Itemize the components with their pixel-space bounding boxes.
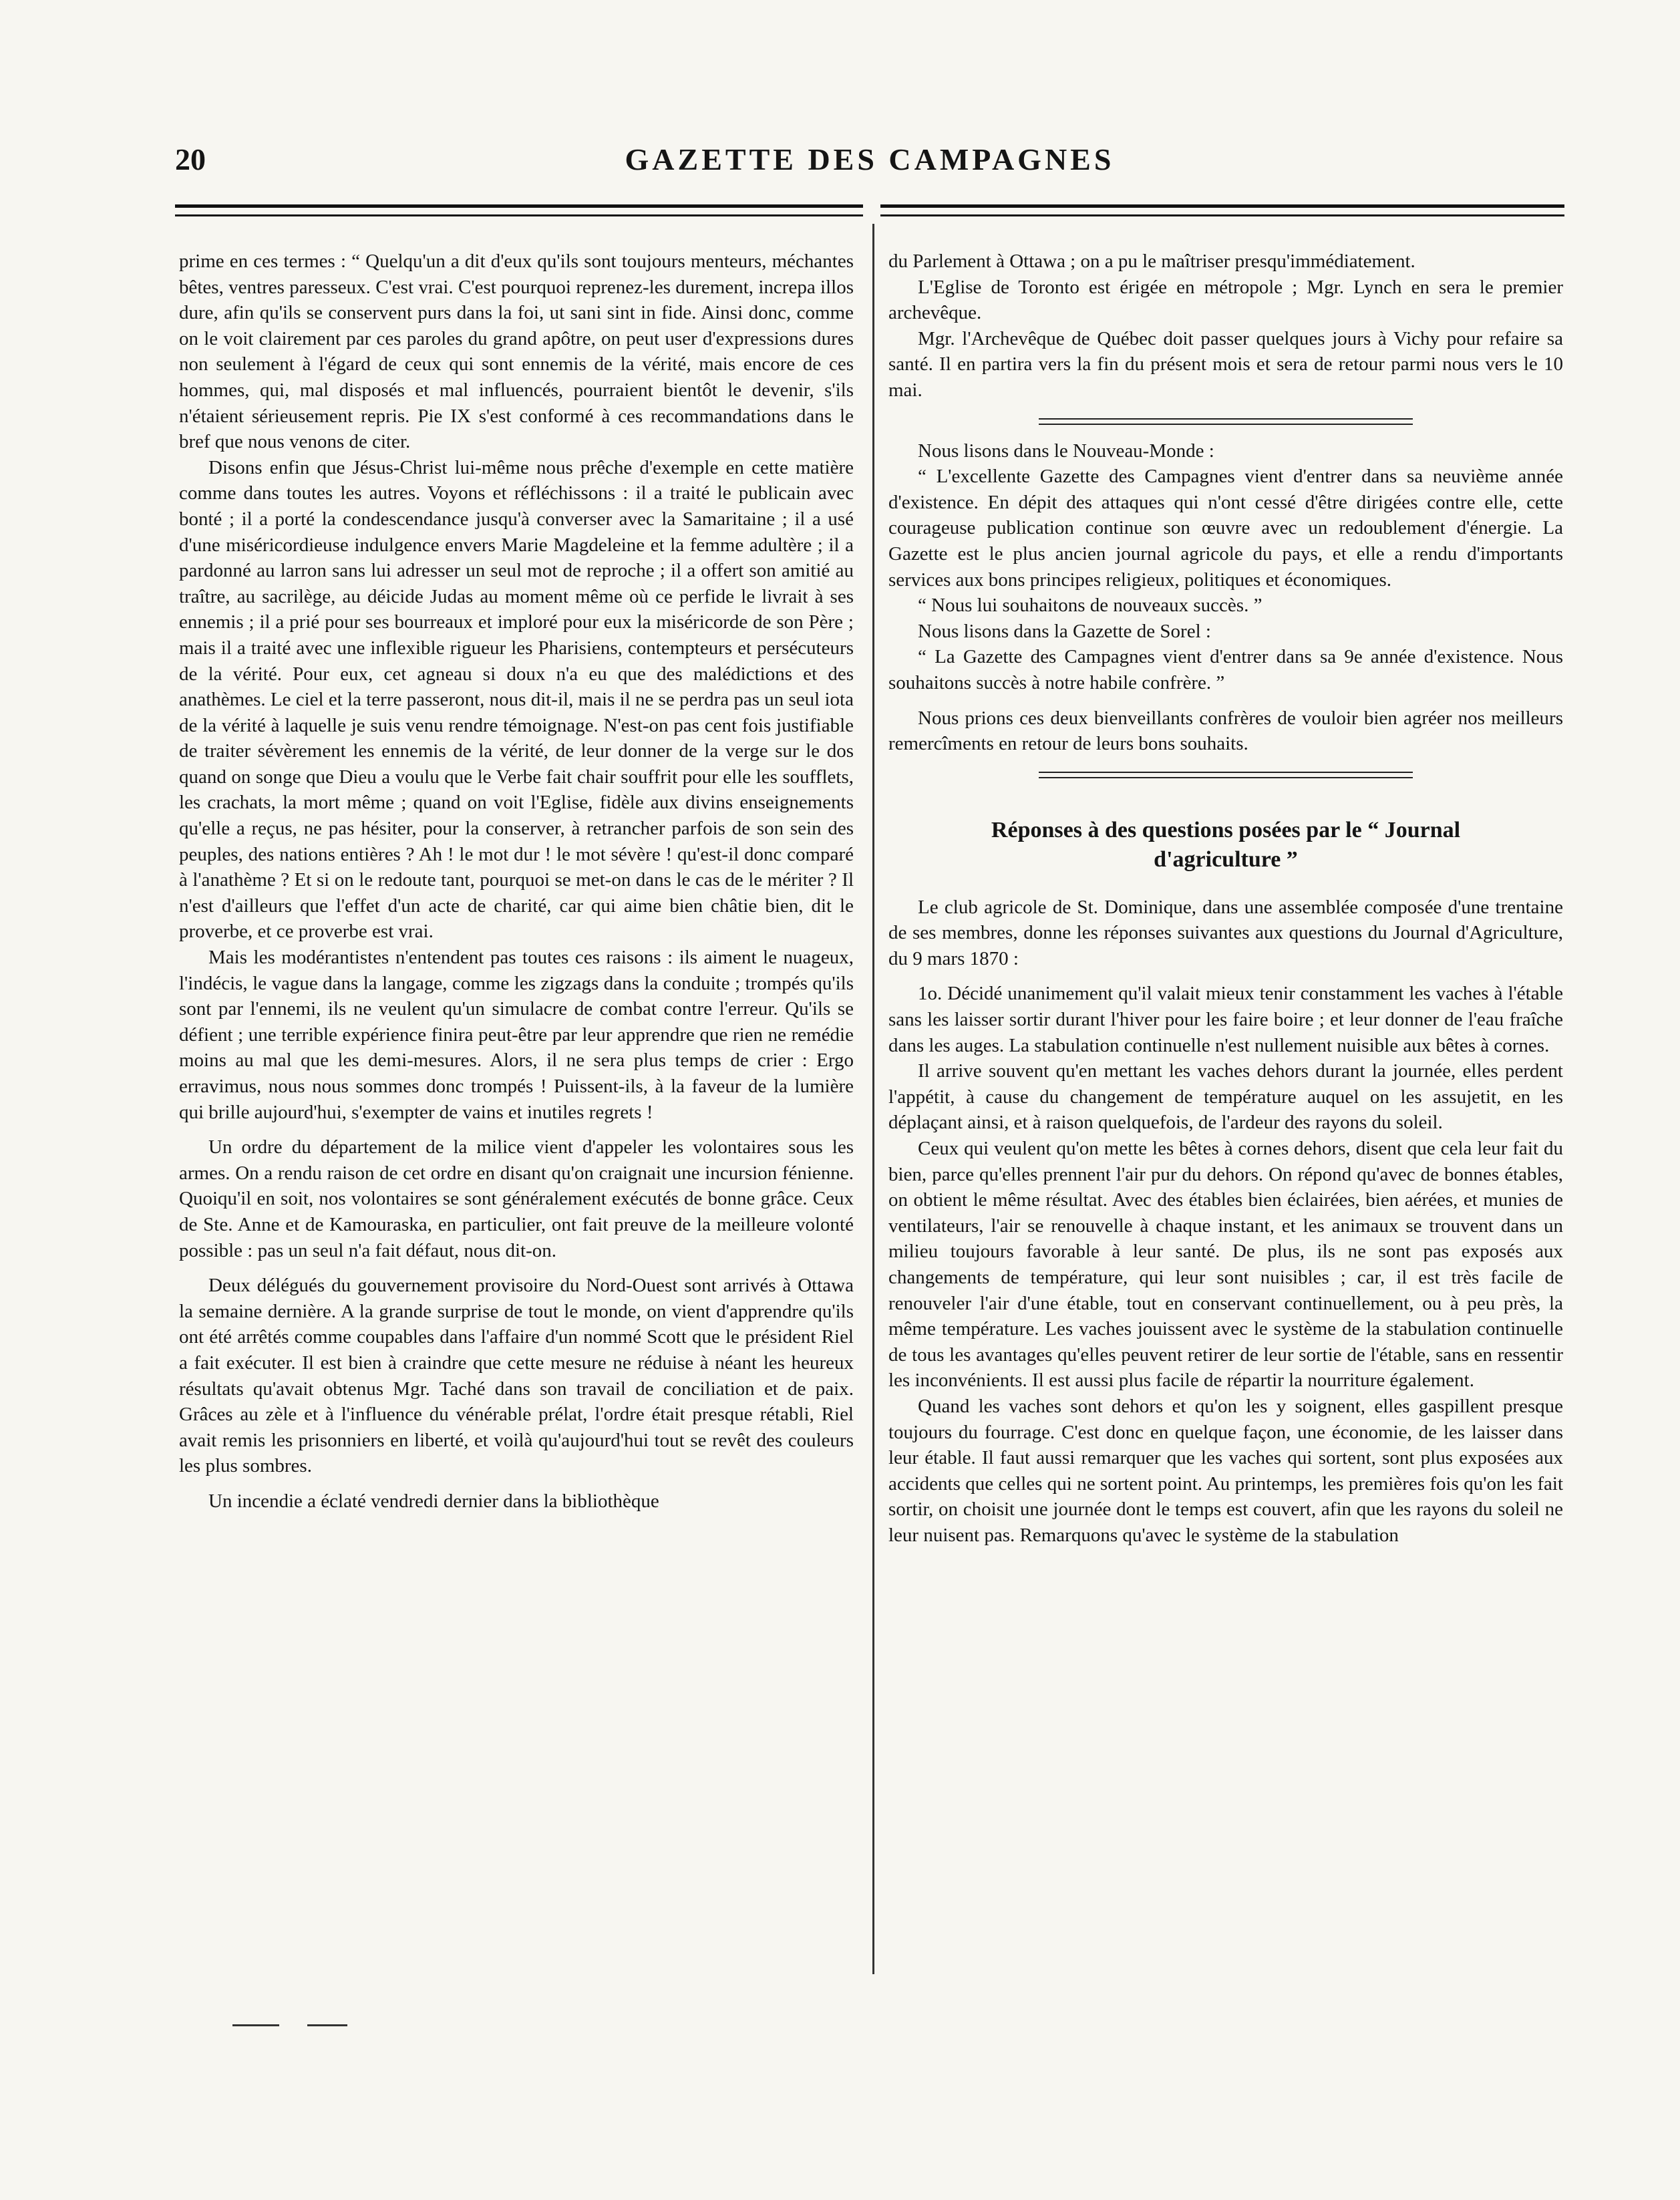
paragraph: du Parlement à Ottawa ; on a pu le maîtriser presqu'immédiatement. — [888, 251, 1415, 272]
header-rule-left — [175, 204, 863, 216]
paragraph: Un ordre du département de la milice vient d'appeler les volontaires sous les armes. On a rendu raison de cet ordre en disant qu'on craignait une incursion fénienne. Quoiqu'il en soit, nos volontaires se sont généralement exécutés de bonne grâce. Ceux de Ste. Anne et de Kamouraska, en particulier, ont fait preuve de la meilleure volonté possible : pas un seul n'a fait défaut, nous dit-on. — [179, 1136, 854, 1261]
paragraph: Un incendie a éclaté vendredi dernier dans la bibliothèque — [208, 1490, 659, 1512]
paragraph: Nous lisons dans la Gazette de Sorel : — [918, 620, 1211, 642]
page-number: 20 — [175, 142, 206, 176]
section-title-line: d'agriculture ” — [1154, 846, 1298, 872]
paragraph: Nous lisons dans le Nouveau-Monde : — [918, 440, 1214, 462]
paragraph: “ La Gazette des Campagnes vient d'entrer dans sa 9e année d'existence. Nous souhaitons succès à notre habile confrère. ” — [888, 646, 1563, 693]
section-title-line: Réponses à des questions posées par le “ Journal — [991, 817, 1461, 842]
section-rule — [1039, 772, 1413, 778]
right-column — [888, 249, 1563, 1549]
paragraph: Il arrive souvent qu'en mettant les vaches dehors durant la journée, elles perdent l'appétit, à cause du changement de température auquel on les assujetit, en les déplaçant ainsi, et à raison quelquefois, de l'ardeur des rayons du soleil. — [888, 1060, 1563, 1134]
paragraph: Mgr. l'Archevêque de Québec doit passer quelques jours à Vichy pour refaire sa santé. Il en partira vers la fin du présent mois et sera de retour parmi nous vers le 10 mai. — [888, 327, 1563, 401]
paragraph: Nous prions ces deux bienveillants confrères de vouloir bien agréer nos meilleurs remercîments en retour de leurs bons souhaits. — [888, 707, 1563, 755]
header-rule-right — [880, 204, 1564, 216]
paragraph: Deux délégués du gouvernement provisoire du Nord-Ouest sont arrivés à Ottawa la semaine dernière. A la grande surprise de tout le monde, on vient d'apprendre qu'ils ont été arrêtés comme coupables dans l'affaire d'un nommé Scott que le président Riel a fait exécuter. Il est bien à craindre que cette mesure ne réduise à néant les heureux résultats qu'avait obtenus Mgr. Taché dans son travail de conciliation et de paix. Grâces au zèle et à l'influence du vénérable prélat, l'ordre était presque rétabli, Riel avait remis les prisonniers en liberté, et voilà qu'aujourd'hui tout se revêt des couleurs les plus sombres. — [179, 1275, 854, 1477]
paragraph: “ Nous lui souhaitons de nouveaux succès. ” — [918, 595, 1263, 617]
page-header — [175, 142, 1564, 188]
section-title — [888, 816, 1563, 875]
paragraph: Le club agricole de St. Dominique, dans une assemblée composée d'une trentaine de ses membres, donne les réponses suivantes aux questions du Journal d'Agriculture, du 9 mars 1870 : — [888, 896, 1563, 969]
short-rule — [1039, 418, 1413, 425]
footer-mark — [307, 2024, 347, 2026]
journal-title: GAZETTE DES CAMPAGNES — [625, 142, 1115, 176]
left-column — [179, 249, 854, 1515]
paragraph: “ L'excellente Gazette des Campagnes vient d'entrer dans sa neuvième année d'existence. En dépit des attaques qui n'ont cessé d'être dirigées contre elle, cette courageuse publication continue son œuvre avec un redoublement d'énergie. La Gazette est le plus ancien journal agricole du pays, et elle a rendu d'importants services aux bons principes religieux, politiques et économiques. — [888, 466, 1563, 591]
paragraph: Ceux qui veulent qu'on mette les bêtes à cornes dehors, disent que cela leur fait du bien, parce qu'elles prennent l'air pur du dehors. On répond qu'avec de bonnes étables, on obtient le même résultat. Avec des étables bien éclairées, bien aérées, et munies de ventilateurs, l'air se renouvelle à chaque instant, et les animaux se trouvent dans un milieu toujours favorable à leur santé. De plus, ils ne sont pas exposés aux changements de température, qui leur sont nuisibles ; car, il est très facile de renouveler l'air d'une étable, tout en conservant continuellement, ou à peu près, la même température. Les vaches jouissent avec le système de la stabulation continuelle de tous les avantages qu'elles peuvent retirer de leur sortie de l'étable, sans en ressentir les inconvénients. Il est aussi plus facile de répartir la nourriture également. — [888, 1138, 1563, 1392]
paragraph: Disons enfin que Jésus-Christ lui-même nous prêche d'exemple en cette matière comme dans toutes les autres. Voyons et réfléchissons : il a traité le publicain avec bonté ; il a porté la condescendance jusqu'à converser avec la Samaritaine ; il a usé d'une miséricordieuse indulgence envers Marie Magdeleine et la femme adultère ; il a pardonné au larron sans lui adresser un seul mot de reproche ; il a offert son amitié au traître, au sacrilège, au déicide Judas au moment même où ce perfide le livrait à ses ennemis ; il a prié pour ses bourreaux et imploré pour eux la miséricorde de son Père ; mais il a traité avec une inflexible rigueur les Pharisiens, contempteurs et persécuteurs de la vérité. Pour eux, cet agneau si doux n'a eu que des malédictions et des anathèmes. Le ciel et la terre passeront, nous dit-il, mais il ne se perdra pas un seul iota de la vérité à laquelle je suis venu rendre témoignage. N'est-on pas cent fois justifiable de traiter sévèrement les ennemis de la vérité, de leur donner de la verge sur le dos quand on songe que Dieu a voulu que le Verbe fait chair souffrit pour elle les soufflets, les crachats, la mort même ; quand on voit l'Eglise, fidèle aux divins enseignements qu'elle a reçus, ne pas hésiter, pour la conserver, à retrancher parfois de son sein des peuples, des nations entières ? Ah ! le mot dur ! le mot sévère ! qu'est-il donc comparé à l'anathème ? Et si on le redoute tant, pourquoi se met-on dans le cas de le mériter ? Il n'est d'ailleurs que l'effet d'un acte de charité, car qui aime bien châtie bien, dit le proverbe, et ce proverbe est vrai. — [179, 456, 854, 943]
footer-mark — [232, 2024, 279, 2026]
paragraph: prime en ces termes : “ Quelqu'un a dit d'eux qu'ils sont toujours menteurs, méchantes bêtes, ventres paresseux. C'est vrai. C'est pourquoi reprenez-les durement, increpa illos dure, afin qu'ils se conservent purs dans la foi, ut sani sint in fide. Ainsi donc, comme on le voit clairement par ces paroles du grand apôtre, on peut user d'expressions dures non seulement à l'égard de ceux qui sont ennemis de la vérité, mais encore de ces hommes, qui, mal disposés et mal influencés, pourraient bientôt le devenir, s'ils n'étaient sérieusement repris. Pie IX s'est conformé à ces recommandations dans le bref que nous venons de citer. — [179, 251, 854, 453]
column-divider — [872, 224, 874, 1974]
paragraph: Quand les vaches sont dehors et qu'on les y soignent, elles gaspillent presque toujours du fourrage. C'est donc en quelque façon, une économie, de les laisser dans leur étable. Il faut aussi remarquer que les vaches qui sortent, sont plus exposées aux accidents que celles qui ne sortent point. Au printemps, les premières fois qu'on les fait sortir, on choisit une journée dont le temps est couvert, afin que les rayons du soleil ne leur nuisent pas. Remarquons qu'avec le système de la stabulation — [888, 1395, 1563, 1546]
paragraph: 1o. Décidé unanimement qu'il valait mieux tenir constamment les vaches à l'étable sans les laisser sortir durant l'hiver pour les faire boire ; et leur donner de l'eau fraîche dans les auges. La stabulation continuelle n'est nullement nuisible aux bêtes à cornes. — [888, 983, 1563, 1056]
paragraph: Mais les modérantistes n'entendent pas toutes ces raisons : ils aiment le nuageux, l'indécis, le vague dans la langage, comme les zigzags dans la conduite ; trompés qu'ils sont par l'ennemi, ils ne veulent qu'un simulacre de combat contre l'erreur. Qu'ils se défient ; une terrible expérience finira peut-être par leur apprendre que rien ne remédie moins au mal que les demi-mesures. Alors, il ne sera plus temps de crier : Ergo erravimus, nous nous sommes donc trompés ! Puissent-ils, à la faveur de la lumière qui brille aujourd'hui, s'exempter de vains et inutiles regrets ! — [179, 947, 854, 1123]
paragraph: L'Eglise de Toronto est érigée en métropole ; Mgr. Lynch en sera le premier archevêque. — [888, 276, 1563, 324]
